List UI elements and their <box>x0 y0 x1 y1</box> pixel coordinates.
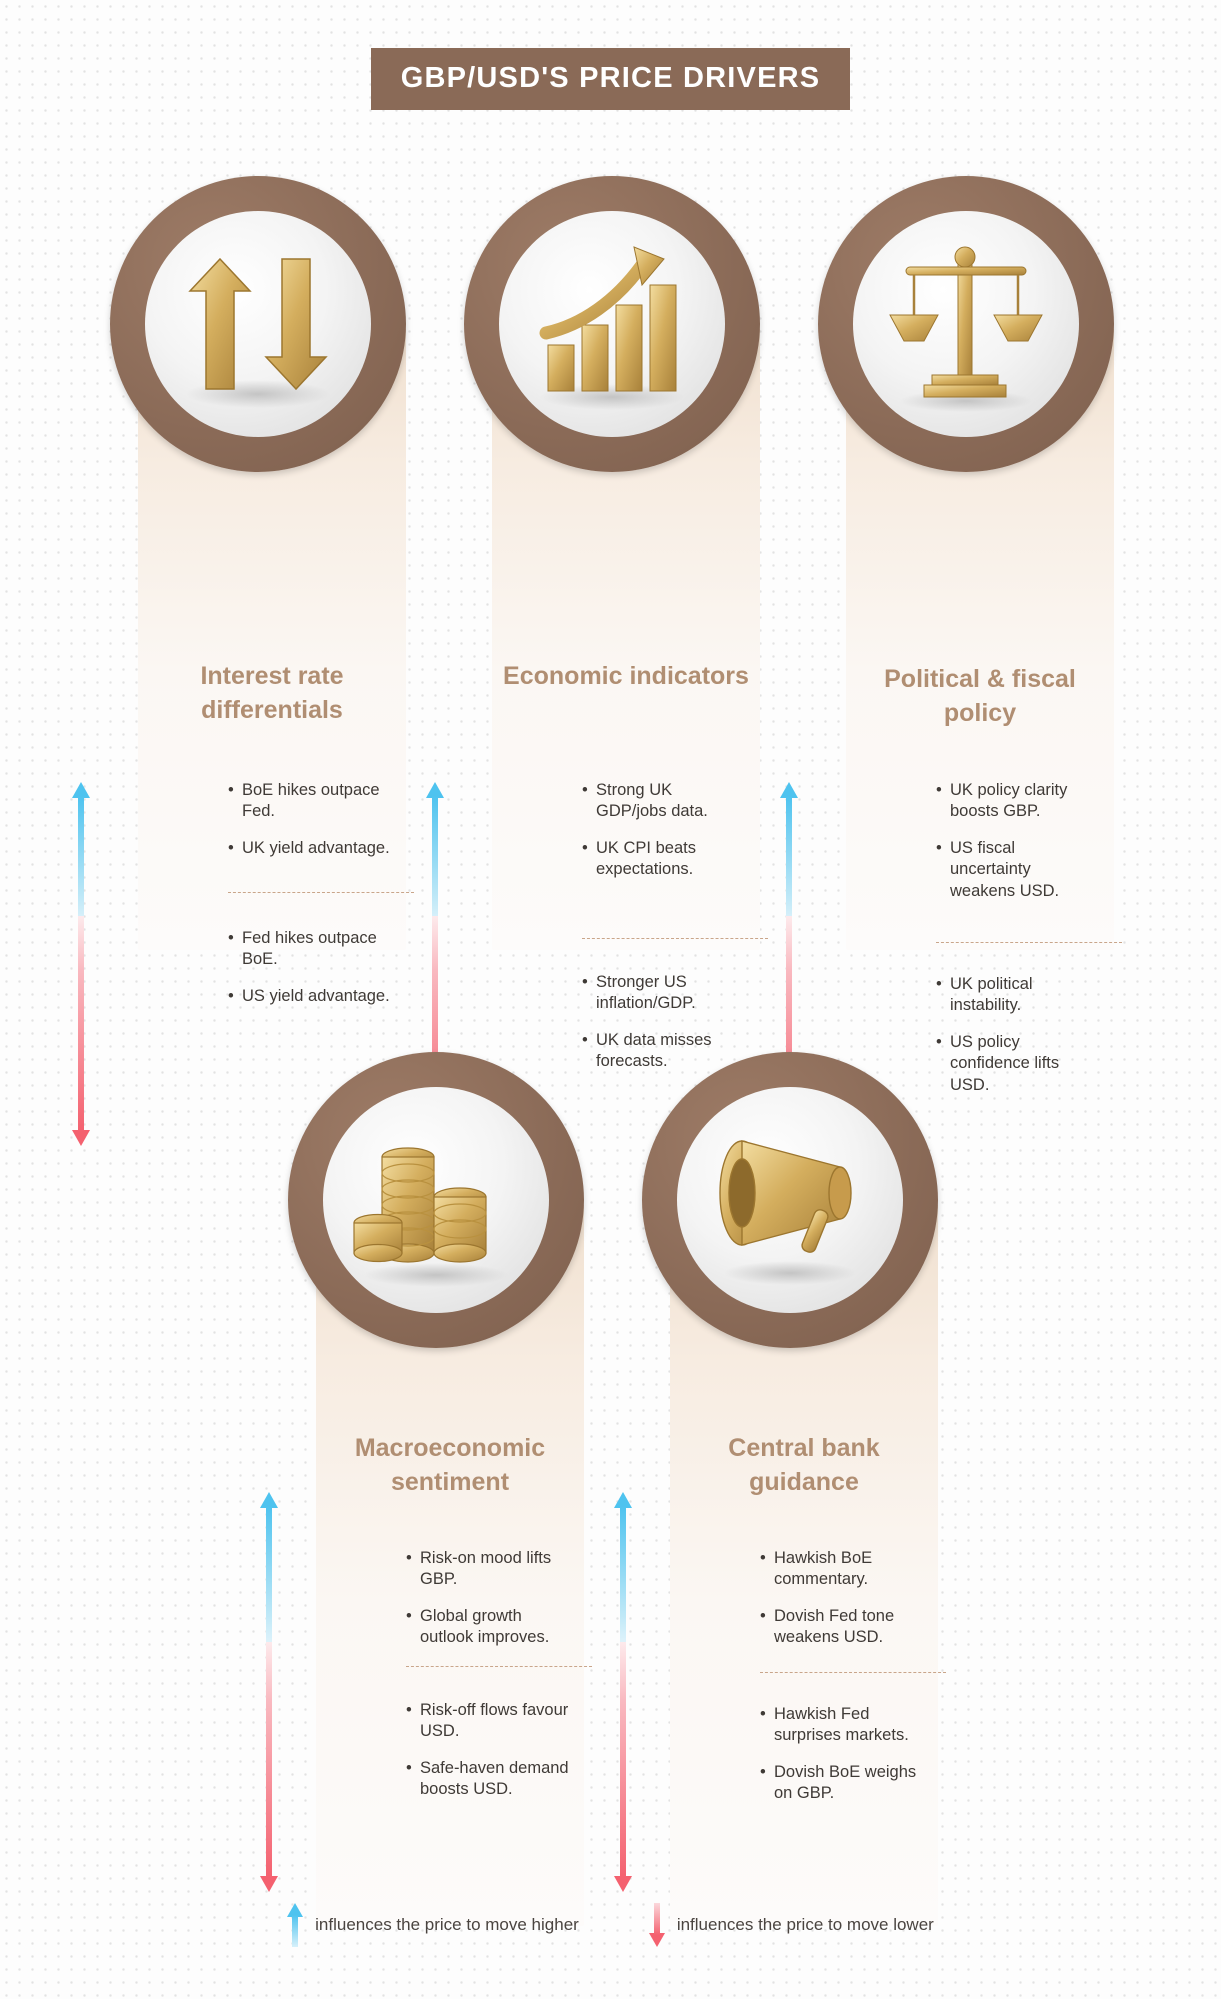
bearish-arrow-icon <box>72 916 90 1146</box>
bullish-arrow-icon <box>614 1492 632 1652</box>
list-item-label: BoE hikes outpace Fed. <box>242 781 380 821</box>
card-icon-inner <box>853 211 1079 437</box>
section-divider <box>936 942 1122 943</box>
list-item-label: Hawkish BoE commentary. <box>774 1549 873 1589</box>
bullish-arrow-icon <box>780 782 798 932</box>
list-item-label: US policy confidence lifts USD. <box>950 1032 1060 1094</box>
card-icon-circle <box>818 176 1114 472</box>
list-item <box>228 928 392 971</box>
card-title: Economic indicators <box>503 662 749 690</box>
list-item <box>936 1032 1100 1096</box>
bullet-dot: • <box>228 929 234 947</box>
card-title: Interest rate differentials <box>200 662 344 724</box>
legend <box>0 1903 1221 1947</box>
bullish-arrow-icon <box>260 1492 278 1652</box>
section-divider <box>228 892 414 893</box>
list-item <box>760 1606 924 1649</box>
card-icon-circle <box>288 1052 584 1348</box>
megaphone-icon <box>690 1105 890 1295</box>
bearish-arrow-icon <box>614 1642 632 1892</box>
list-item <box>582 780 746 823</box>
growth-bar-chart-icon <box>512 229 712 419</box>
list-item-label: Fed hikes outpace BoE. <box>242 929 377 969</box>
bullet-dot: • <box>582 838 588 857</box>
bullet-dot: • <box>760 1762 766 1781</box>
list-item-label: Safe-haven demand boosts USD. <box>420 1758 569 1799</box>
bullet-dot: • <box>760 1549 766 1567</box>
bullet-dot: • <box>936 1032 942 1051</box>
page-title-container <box>0 48 1221 110</box>
list-item <box>936 780 1100 823</box>
card-icon-inner <box>499 211 725 437</box>
bullet-dot: • <box>582 781 588 799</box>
list-item-label: Strong UK GDP/jobs data. <box>596 781 708 821</box>
list-item <box>228 986 392 1007</box>
legend-up-label: influences the price to move higher <box>315 1915 579 1934</box>
bullet-dot: • <box>406 1606 412 1625</box>
list-item <box>582 972 746 1015</box>
list-item-label: Dovish BoE weighs on GBP. <box>774 1762 917 1803</box>
bearish-list <box>110 928 406 1022</box>
bullet-dot: • <box>936 975 942 993</box>
legend-up-arrow-icon <box>287 1903 303 1947</box>
card-icon-circle <box>642 1052 938 1348</box>
balance-scales-icon <box>866 229 1066 419</box>
bullet-dot: • <box>228 838 234 857</box>
list-item <box>760 1762 924 1805</box>
bearish-list <box>288 1700 584 1816</box>
card-icon-inner <box>145 211 371 437</box>
list-item-label: US yield advantage. <box>242 986 390 1005</box>
section-divider <box>406 1666 592 1667</box>
legend-item-down <box>649 1903 934 1947</box>
card-icon-circle <box>110 176 406 472</box>
list-item-label: US fiscal uncertainty weakens USD. <box>950 838 1060 900</box>
section-divider <box>582 938 768 939</box>
list-item <box>406 1700 570 1743</box>
legend-down-arrow-icon <box>649 1903 665 1947</box>
list-item <box>760 1548 924 1591</box>
bullish-list <box>110 780 406 874</box>
card-icon-inner <box>323 1087 549 1313</box>
up-down-arrows-icon <box>158 229 358 419</box>
card-title: Macroeconomic sentiment <box>354 1434 546 1496</box>
bullet-dot: • <box>406 1758 412 1777</box>
list-item-label: Risk-on mood lifts GBP. <box>420 1549 552 1589</box>
list-item <box>228 838 392 859</box>
bullish-arrow-icon <box>72 782 90 932</box>
list-item-label: UK policy clarity boosts GBP. <box>950 781 1068 821</box>
bearish-arrow-icon <box>260 1642 278 1892</box>
coin-stacks-icon <box>336 1105 536 1295</box>
bullet-dot: • <box>582 973 588 991</box>
bullish-list <box>642 1548 938 1664</box>
list-item-label: UK CPI beats expectations. <box>596 838 696 879</box>
list-item-label: Risk-off flows favour USD. <box>420 1701 569 1741</box>
page-title: GBP/USD'S PRICE DRIVERS <box>371 48 851 110</box>
list-item-label: UK data misses forecasts. <box>596 1030 712 1071</box>
bullet-dot: • <box>936 781 942 799</box>
bullet-dot: • <box>406 1549 412 1567</box>
bullet-dot: • <box>228 986 234 1005</box>
list-item <box>228 780 392 823</box>
bullish-arrow-icon <box>426 782 444 932</box>
list-item <box>582 1030 746 1073</box>
bullish-list <box>288 1548 584 1664</box>
list-item <box>936 838 1100 902</box>
list-item <box>406 1548 570 1591</box>
bullish-list <box>818 780 1114 917</box>
list-item <box>406 1606 570 1649</box>
legend-down-label: influences the price to move lower <box>676 1915 934 1934</box>
card-title: Political & fiscal policy <box>884 665 1076 727</box>
list-item-label: Stronger US inflation/GDP. <box>596 973 696 1013</box>
list-item <box>936 974 1100 1017</box>
bullet-dot: • <box>760 1606 766 1625</box>
list-item <box>406 1758 570 1801</box>
list-item <box>582 838 746 881</box>
bullet-dot: • <box>228 781 234 799</box>
card-icon-circle <box>464 176 760 472</box>
card-title: Central bank guidance <box>728 1434 880 1496</box>
list-item-label: Hawkish Fed surprises markets. <box>774 1705 909 1745</box>
list-item-label: Global growth outlook improves. <box>420 1606 550 1647</box>
list-item-label: Dovish Fed tone weakens USD. <box>774 1606 895 1647</box>
list-item-label: UK political instability. <box>950 975 1033 1015</box>
list-item <box>760 1704 924 1747</box>
bullet-dot: • <box>936 838 942 857</box>
legend-item-up <box>287 1903 579 1947</box>
bearish-list <box>642 1704 938 1820</box>
list-item-label: UK yield advantage. <box>242 838 390 857</box>
bullet-dot: • <box>582 1030 588 1049</box>
bullet-dot: • <box>406 1701 412 1719</box>
bullet-dot: • <box>760 1705 766 1723</box>
card-icon-inner <box>677 1087 903 1313</box>
bullish-list <box>464 780 760 896</box>
section-divider <box>760 1672 946 1673</box>
